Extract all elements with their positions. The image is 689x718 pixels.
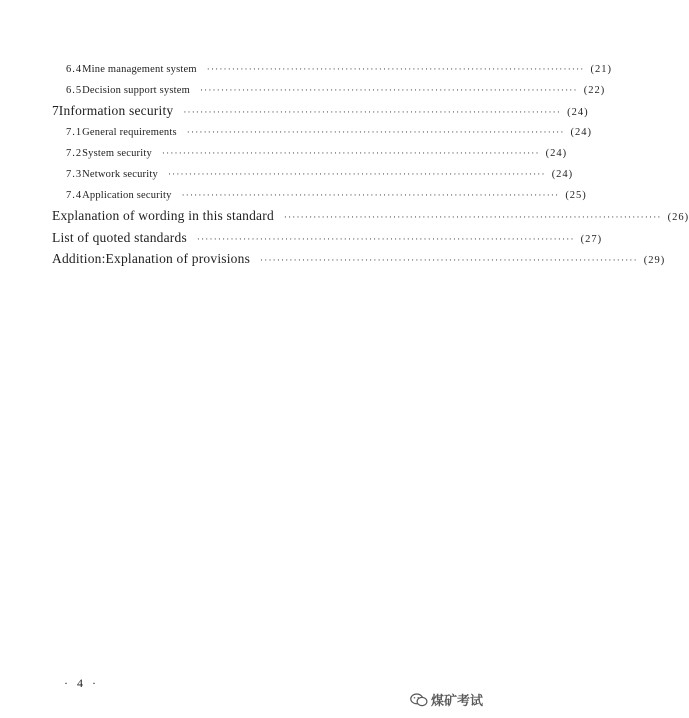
- toc-entry-number: 6.4: [66, 64, 83, 75]
- page-number: · 4 ·: [64, 676, 99, 690]
- toc-entry[interactable]: [66, 190, 587, 201]
- toc-entry-number: 7.3: [66, 169, 83, 180]
- toc-entry-title: List of quoted standards: [52, 230, 187, 245]
- toc-leader-dots: ··························································································: [196, 234, 575, 244]
- toc-entry-page: (21): [590, 64, 612, 75]
- toc-entry-title: Information security: [58, 103, 174, 118]
- toc-entry-title: Mine management system: [82, 64, 197, 75]
- wechat-icon: [410, 693, 428, 707]
- toc-entry-page: (24): [551, 169, 574, 180]
- toc-entry-title: Decision support system: [82, 85, 190, 96]
- toc-leader-dots: ··························································································: [283, 212, 662, 222]
- toc-entry-title: Addition:Explanation of provisions: [52, 251, 251, 266]
- toc-leader-dots: ··························································································: [161, 148, 540, 158]
- toc-leader-dots: ··························································································: [260, 255, 638, 265]
- toc-entry[interactable]: [66, 169, 574, 180]
- toc-entry-page: (24): [570, 127, 593, 138]
- toc-entry-title: Network security: [82, 169, 158, 180]
- toc-entry-title: Application security: [82, 190, 172, 201]
- toc-entry-title: General requirements: [82, 127, 177, 138]
- watermark-text: 煤矿考试: [431, 694, 484, 709]
- toc-leader-dots: ··························································································: [199, 85, 578, 95]
- toc-entry-number: 6.5: [66, 85, 83, 96]
- toc-entry-number: 7.2: [66, 148, 83, 159]
- toc-leader-dots: ··························································································: [186, 127, 565, 137]
- toc-entry[interactable]: [52, 103, 589, 119]
- toc-entry[interactable]: [52, 230, 603, 246]
- toc-entry-page: (25): [565, 190, 587, 201]
- toc-entry-title: Explanation of wording in this standard: [52, 208, 274, 223]
- toc-entry[interactable]: [66, 64, 612, 75]
- watermark: [410, 690, 483, 709]
- toc-entry-page: (24): [545, 148, 568, 159]
- toc-leader-dots: ··························································································: [181, 190, 560, 200]
- toc-entry-page: (22): [583, 85, 606, 96]
- toc-entry-number: 7.1: [66, 127, 83, 138]
- toc-entry-page: (29): [643, 255, 666, 266]
- toc-entry[interactable]: [52, 251, 666, 267]
- toc-leader-dots: ··························································································: [206, 64, 585, 74]
- toc-entry-number: 7: [52, 103, 59, 118]
- toc-entry-title: System security: [82, 148, 152, 159]
- toc-entry-page: (24): [567, 107, 589, 118]
- toc-entry-number: 7.4: [66, 190, 83, 201]
- toc-entry-page: (27): [580, 234, 603, 245]
- toc-entry[interactable]: [66, 85, 606, 96]
- toc-entry[interactable]: [66, 148, 568, 159]
- toc-entry[interactable]: [66, 127, 593, 138]
- toc-leader-dots: ··························································································: [167, 169, 546, 179]
- toc-entry-page: (26): [667, 212, 689, 223]
- toc-leader-dots: ··························································································: [183, 107, 562, 117]
- toc-entry[interactable]: [52, 208, 689, 224]
